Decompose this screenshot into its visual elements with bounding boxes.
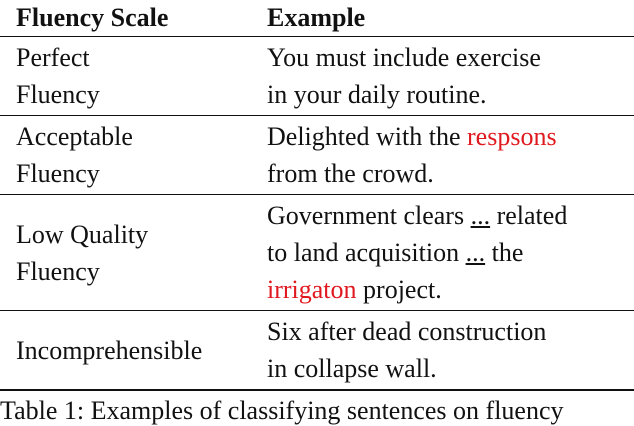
- example-line: [267, 155, 634, 192]
- fluency-scale-line: Acceptable: [16, 122, 133, 151]
- fluency-scale-line: Fluency: [16, 159, 100, 188]
- fluency-scale-line: Fluency: [16, 80, 100, 109]
- example-line: [267, 234, 634, 271]
- example-line: [267, 350, 634, 387]
- elided-text-marker: ...: [465, 238, 486, 267]
- example-cell: [255, 195, 634, 311]
- fluency-scale-cell: [0, 311, 255, 391]
- example-text: You must include exercise: [267, 43, 541, 72]
- example-line: [267, 76, 634, 113]
- example-line: [267, 197, 634, 234]
- example-text: project.: [356, 275, 442, 304]
- example-text: to land acquisition: [267, 238, 466, 267]
- fluency-scale-line: Low Quality: [16, 219, 149, 249]
- example-text: in your daily routine.: [267, 80, 487, 109]
- fluency-scale-cell: [0, 195, 255, 311]
- fluency-scale-line: Incomprehensible: [16, 335, 203, 365]
- misspelled-word: respsons: [467, 122, 557, 151]
- misspelled-word: irrigaton: [267, 275, 357, 304]
- example-line: [267, 271, 634, 308]
- example-text: Six after dead construction: [267, 317, 547, 346]
- fluency-scale-line: Fluency: [16, 256, 100, 286]
- table-caption: Table 1: Examples of classifying sentences on fluency: [0, 396, 564, 425]
- example-cell: [255, 37, 634, 116]
- fluency-scale-cell: [0, 116, 255, 195]
- table-row: [0, 311, 634, 391]
- example-line: [267, 313, 634, 350]
- table-header-row: [0, 0, 634, 37]
- table-row: [0, 116, 634, 195]
- example-text: from the crowd.: [267, 159, 434, 188]
- example-cell: [255, 311, 634, 391]
- example-text: related: [490, 201, 568, 230]
- table-row: [0, 37, 634, 116]
- example-text: Delighted with the: [267, 122, 468, 151]
- table-row: [0, 195, 634, 311]
- header-example: Example: [267, 3, 366, 32]
- example-text: Government clears: [267, 201, 471, 230]
- example-line: [267, 39, 634, 76]
- example-line: [267, 118, 634, 155]
- example-cell: [255, 116, 634, 195]
- elided-text-marker: ...: [470, 201, 491, 230]
- example-text: in collapse wall.: [267, 354, 437, 383]
- table-body: [0, 37, 634, 391]
- header-fluency-scale: Fluency Scale: [16, 3, 169, 32]
- example-text: the: [485, 238, 524, 267]
- fluency-scale-line: Perfect: [16, 43, 90, 72]
- fluency-scale-cell: [0, 37, 255, 116]
